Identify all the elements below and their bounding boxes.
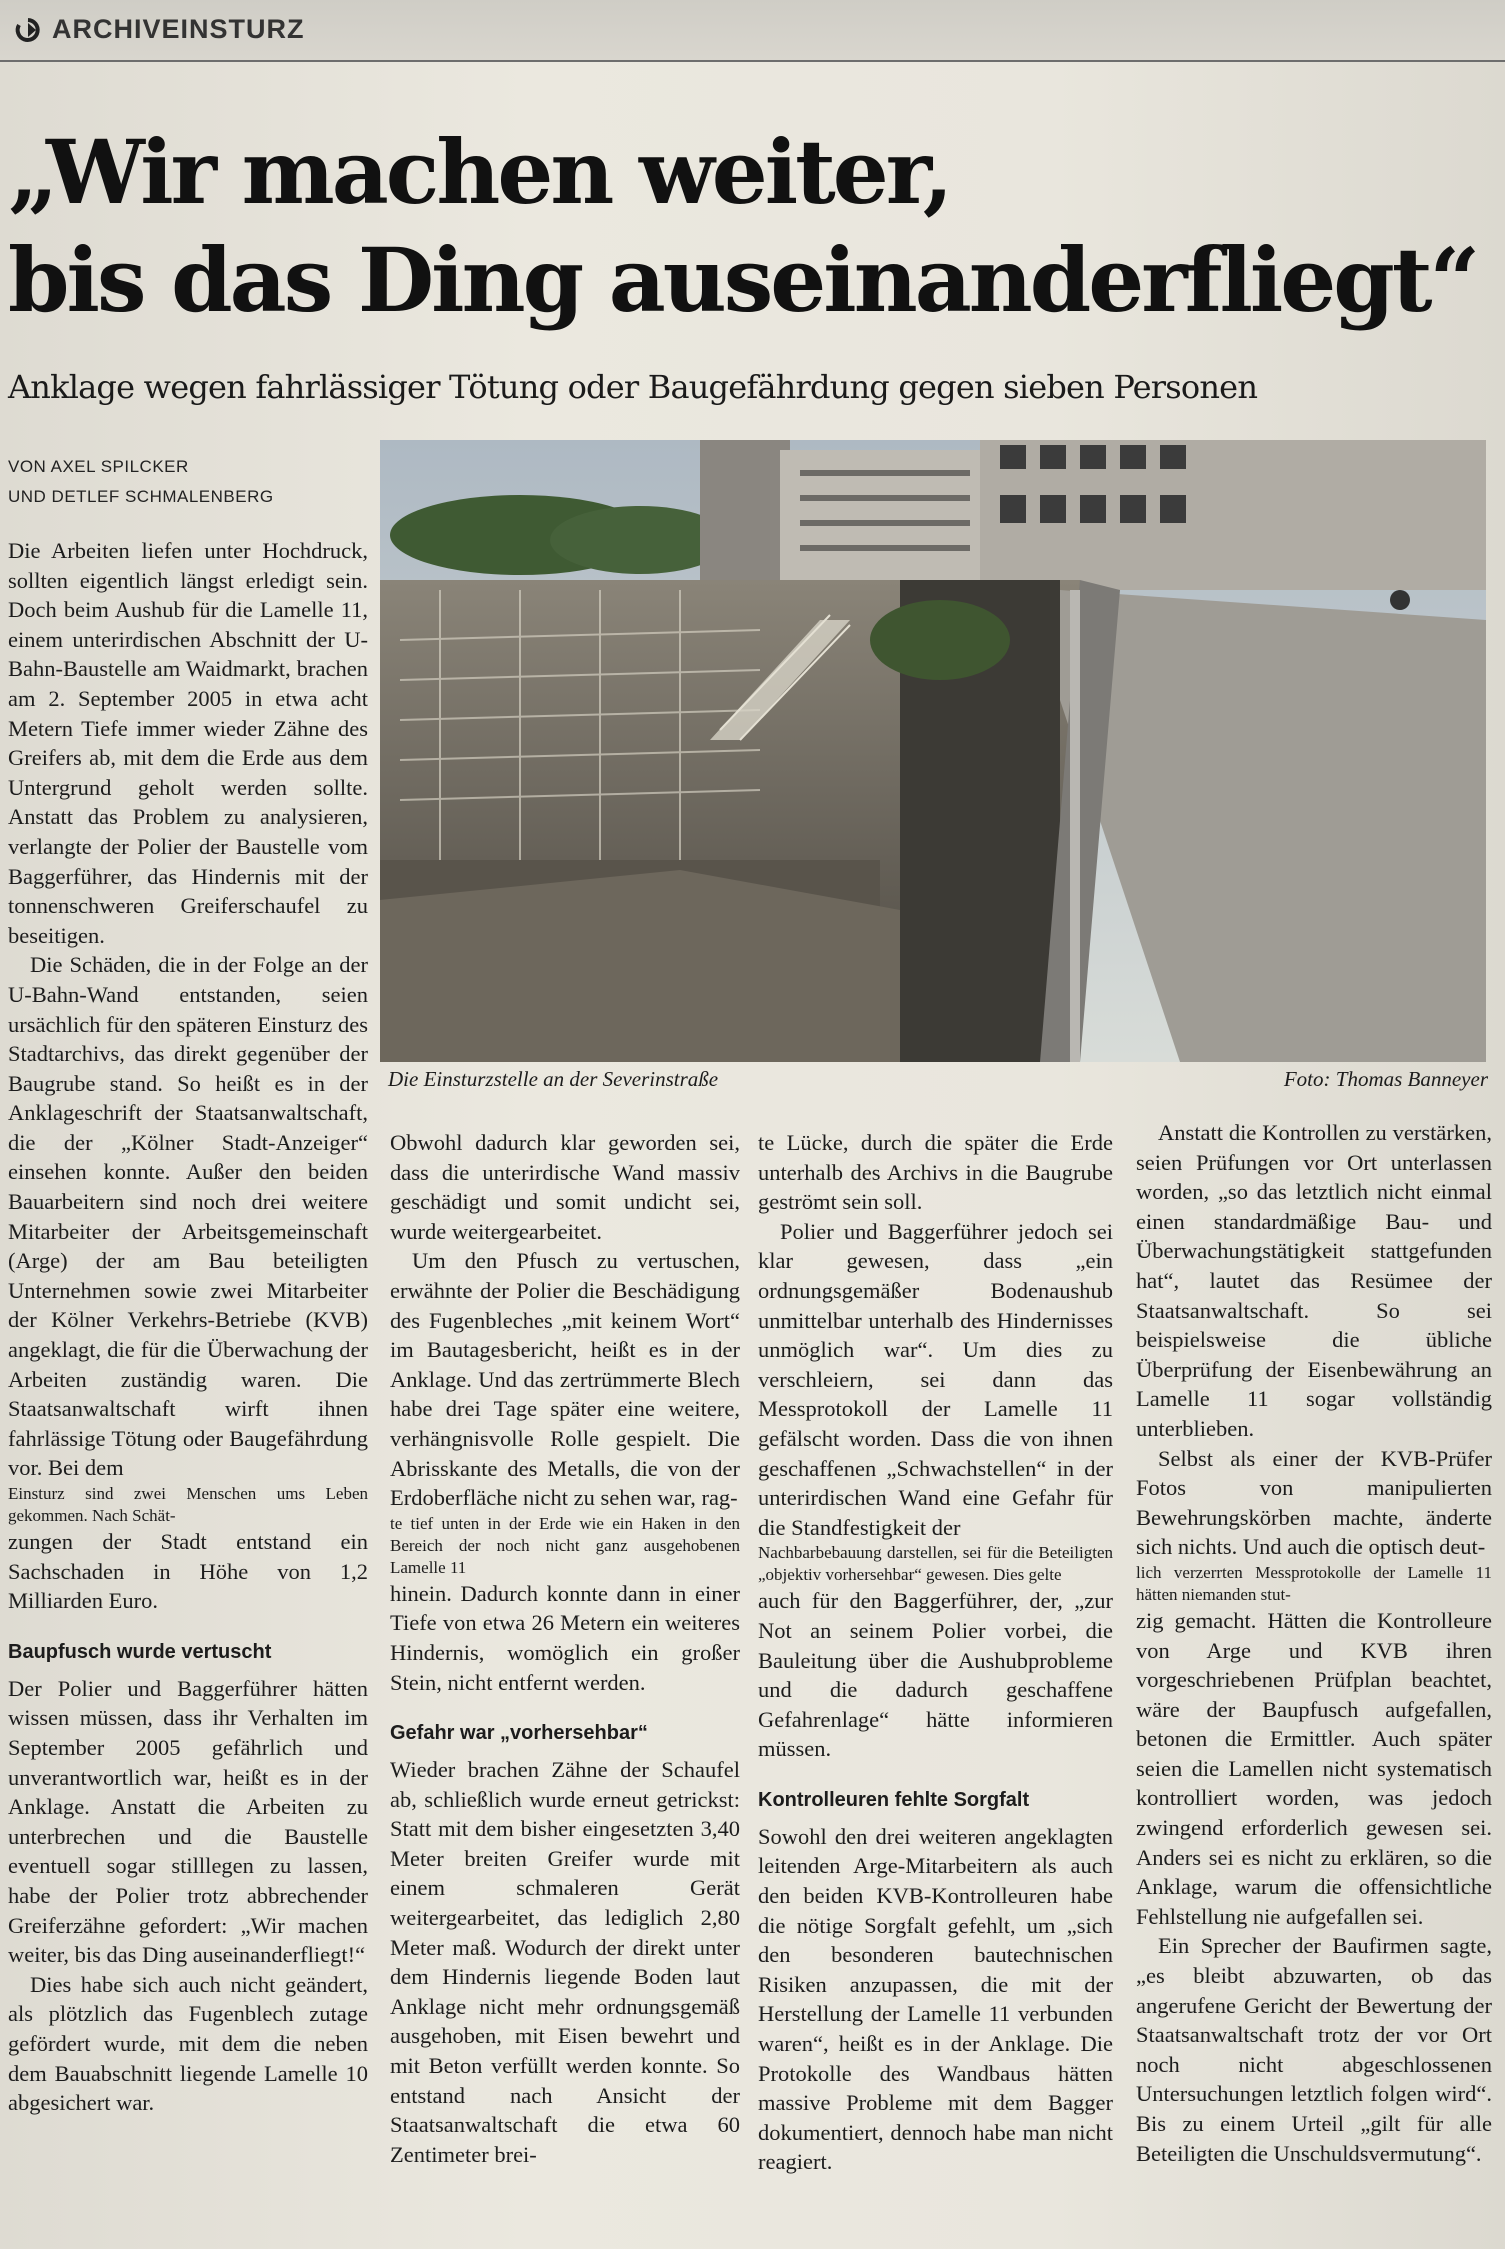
paragraph-fragment: zungen der Stadt entstand ein Sachschaden in Höhe von 1,2 Milliarden Euro.	[8, 1529, 368, 1614]
paragraph-fragment: zig gemacht. Hätten die Kontrolleure von Arge und KVB ihren vorgeschriebenen Prüfplan beachtet, wäre der Baupfusch aufgefallen, betonen die Ermittler. Auch später seien die Lamellen nicht systematisch kontrolliert worden, was jedoch zwingend erforderlich gewesen sei. Anders sei es nicht zu erklären, so die Anklage, warum die offensichtliche Fehlstellung nie aufgefallen sei.	[1136, 1607, 1492, 1929]
paragraph: Die Schäden, die in der Folge an der U-Bahn-Wand entstanden, seien ursächlich für den späteren Einsturz des Stadtarchivs, das direkt gegenüber der Baugrube stand. So heißt es in der Anklageschrift der Staatsanwaltschaft, die der „Kölner Stadt-Anzeiger“ einsehen konnte. Außer den beiden Bauarbeitern sind noch drei weitere Mitarbeiter der Arbeitsgemeinschaft (Arge) der am Bau beteiligten Unternehmen sowie zwei Mitarbeiter der Kölner Verkehrs-Betriebe (KVB) angeklagt, die für die Überwachung der Arbeiten zuständig waren. Die Staatsanwaltschaft wirft ihnen fahrlässige Tötung oder Baugefährdung vor. Bei dem	[8, 952, 368, 1481]
headline-line-1: „Wir machen weiter,	[8, 120, 951, 224]
paragraph-fragment: lich verzerrten Messprotokolle der Lamelle 11 hätten niemanden stut-	[1136, 1562, 1492, 1604]
paragraph-fragment: Nachbarbebauung darstellen, sei für die Beteiligten „objektiv vorhersehbar“ gewesen. Dies gelte	[758, 1543, 1113, 1585]
paragraph-fragment: te tief unten in der Erde wie ein Haken in den Bereich der noch nicht ganz ausgehobenen Lamelle 11	[390, 1513, 740, 1577]
section-heading: Baupfusch wurde vertuscht	[8, 1640, 272, 1663]
headline	[8, 118, 1488, 334]
paragraph: Selbst als einer der KVB-Prüfer Fotos von manipulierten Bewehrungskörben machte, änderte sich nichts. Und auch die optisch deut-	[1136, 1445, 1492, 1560]
subheadline: Anklage wegen fahrlässiger Tötung oder Baugefährdung gegen sieben Personen	[8, 368, 1258, 406]
photo-credit: Foto: Thomas Banneyer	[1283, 1067, 1488, 1091]
section-heading: Kontrolleuren fehlte Sorgfalt	[758, 1788, 1030, 1811]
paragraph-fragment: Einsturz sind zwei Menschen ums Leben gekommen. Nach Schät-	[8, 1484, 368, 1525]
article-column-2	[390, 1128, 740, 2238]
section-heading: Gefahr war „vorhersehbar“	[390, 1722, 648, 1745]
photo-caption	[388, 1067, 1488, 1097]
section-label: ARCHIVEINSTURZ	[52, 14, 305, 44]
arrow-circle-icon	[14, 16, 42, 44]
paragraph: Um den Pfusch zu vertuschen, erwähnte der Polier die Beschädigung des Fugenbleches „mit keinem Wort“ im Bautagesbericht, heißt es in der Anklage. Und das zertrümmerte Blech habe drei Tage später eine weitere, verhängnisvolle Rolle gespielt. Die Abrisskante des Metalls, die von der Erdoberfläche nicht zu sehen war, rag-	[390, 1248, 740, 1511]
paragraph: Sowohl den drei weiteren angeklagten leitenden Arge-Mitarbeitern als auch den beiden KVB-Kontrolleuren habe die nötige Sorgfalt gefehlt, um „sich den besonderen bautechnischen Risiken anzupassen, die mit der Herstellung der Lamelle 11 verbunden waren“, heißt es in der Anklage. Die Protokolle des Wandbaus hätten massive Probleme mit dem Bagger dokumentiert, dennoch habe man nicht reagiert.	[758, 1823, 1113, 2175]
paragraph: Obwohl dadurch klar geworden sei, dass die unterirdische Wand massiv geschädigt und somit undicht sei, wurde weitergearbeitet.	[390, 1130, 740, 1244]
paragraph-fragment: hinein. Dadurch konnte dann in einer Tiefe von etwa 26 Metern ein weiteres Hindernis, womöglich ein großer Stein, nicht entfernt werden.	[390, 1580, 740, 1695]
paragraph: Anstatt die Kontrollen zu verstärken, seien Prüfungen vor Ort unterlassen worden, „so das letztlich nicht einmal einen standardmäßige Bau- und Überwachungstätigkeit stattgefunden hat“, lautet das Resümee der Staatsanwaltschaft. So sei beispielsweise die übliche Überprüfung der Eisenbewährung an Lamelle 11 sogar vollständig unterblieben.	[1136, 1120, 1492, 1441]
paragraph: Wieder brachen Zähne der Schaufel ab, schließlich wurde erneut getrickst: Statt mit dem bisher eingesetzten 3,40 Meter breiten Greifer wurde mit einem schmaleren Gerät weitergearbeitet, das lediglich 2,80 Meter maß. Wodurch der direkt unter dem Hindernis liegende Boden laut Anklage nicht mehr ordnungsgemäß ausgehoben, mit Eisen bewehrt und mit Beton verfüllt werden konnte. So entstand nach Ansicht der Staatsanwaltschaft die etwa 60 Zentimeter brei-	[390, 1757, 740, 2167]
paragraph: Die Arbeiten liefen unter Hochdruck, sollten eigentlich längst erledigt sein. Doch beim Aushub für die Lamelle 11, einem unterirdischen Abschnitt der U-Bahn-Baustelle am Waidmarkt, brachen am 2. September 2005 in etwa acht Metern Tiefe immer wieder Zähne des Greifers ab, mit dem die Erde aus dem Untergrund geholt werden sollte. Anstatt das Problem zu analysieren, verlangte der Polier der Baustelle vom Baggerführer, das Hindernis mit der tonnenschweren Greiferschaufel zu beseitigen.	[8, 538, 368, 948]
construction-site-photo	[380, 440, 1486, 1062]
article-column-4	[1136, 1118, 1492, 2238]
byline-line-1: VON AXEL SPILCKER	[8, 457, 189, 476]
headline-line-2: bis das Ding auseinanderfliegt“	[8, 228, 1478, 332]
byline-line-2: UND DETLEF SCHMALENBERG	[8, 487, 274, 506]
article-column-1	[8, 536, 368, 2236]
paragraph: te Lücke, durch die später die Erde unterhalb des Archivs in die Baugrube geströmt sein soll.	[758, 1130, 1113, 1215]
paragraph: Der Polier und Baggerführer hätten wissen müssen, dass ihr Verhalten im September 2005 gefährlich und unverantwortlich war, heißt es in der Anklage. Anstatt die Arbeiten zu unterbrechen und die Baustelle eventuell sogar stilllegen zu lassen, habe der Polier trotz abbrechender Greiferzähne gefordert: „Wir machen weiter, bis das Ding auseinanderfliegt!“	[8, 1675, 368, 1968]
byline	[8, 452, 368, 512]
paragraph: Polier und Baggerführer jedoch sei klar gewesen, dass „ein ordnungsgemäßer Bodenaushub unmittelbar unterhalb des Hindernisses unmöglich war“. Um dies zu verschleiern, sei dann das Messprotokoll der Lamelle 11 gefälscht worden. Dass die von ihnen geschaffenen „Schwachstellen“ in der unterirdischen Wand eine Gefahr für die Standfestigkeit der	[758, 1218, 1113, 1540]
caption-text: Die Einsturzstelle an der Severinstraße	[388, 1067, 719, 1091]
paragraph: Dies habe sich auch nicht geändert, als plötzlich das Fugenblech zutage gefördert wurde, mit dem die neben dem Bauabschnitt liegende Lamelle 10 abgesichert war.	[8, 1971, 368, 2116]
section-kicker	[14, 14, 305, 45]
section-header-bar	[0, 0, 1505, 62]
article-column-3	[758, 1128, 1113, 2238]
paragraph: Ein Sprecher der Baufirmen sagte, „es bleibt abzuwarten, ob das angerufene Gericht der Bewertung der Staatsanwaltschaft trotz der vor Ort noch nicht abgeschlossenen Untersuchungen letztlich folgen wird“. Bis zu einem Urteil „gilt für alle Beteiligten die Unschuldsvermutung“.	[1136, 1933, 1492, 2166]
paragraph-fragment: auch für den Baggerführer, der, „zur Not an seinem Polier vorbei, die Bauleitung über die Aushubprobleme und die dadurch geschaffene Gefahrenlage“ hätte informieren müssen.	[758, 1588, 1113, 1762]
